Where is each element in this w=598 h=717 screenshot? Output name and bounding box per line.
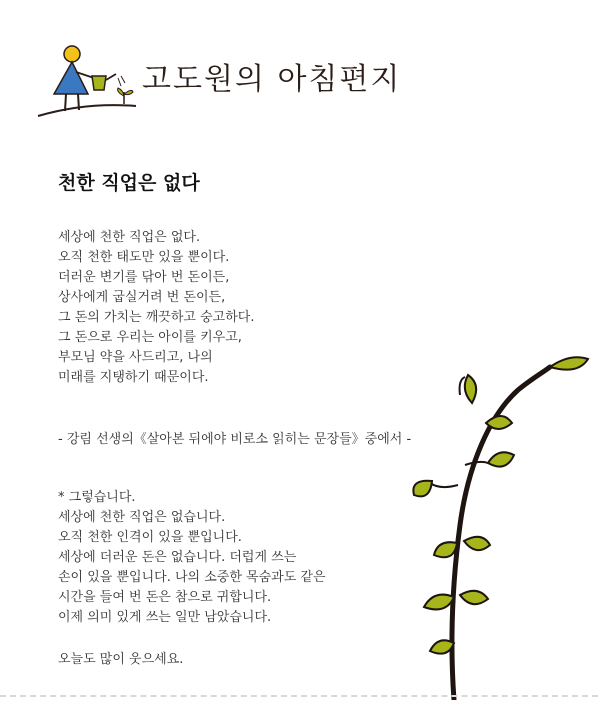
- post-title: 천한 직업은 없다: [58, 172, 200, 194]
- quote-line: 그 돈의 가치는 깨끗하고 숭고하다.: [58, 310, 255, 325]
- quote-block: [58, 228, 254, 388]
- quote-line: 세상에 천한 직업은 없다.: [58, 230, 201, 245]
- commentary-line: 세상에 더러운 돈은 없습니다. 더럽게 쓰는: [58, 550, 297, 565]
- quote-line: 미래를 지탱하기 때문이다.: [58, 370, 209, 385]
- commentary-line: 손이 있을 뿐입니다. 나의 소중한 목숨과도 같은: [58, 570, 326, 585]
- header: [36, 36, 456, 126]
- commentary-line: 오직 천한 인격이 있을 뿐입니다.: [58, 530, 242, 545]
- closing-line: 오늘도 많이 웃으세요.: [58, 652, 184, 667]
- quote-line: 그 돈으로 우리는 아이를 키우고,: [58, 330, 242, 345]
- brand-title[interactable]: 고도원의 아침편지: [142, 62, 402, 97]
- vine-decoration-icon: [410, 345, 598, 700]
- commentary-line: * 그렇습니다.: [58, 490, 136, 505]
- gardener-logo-icon: [36, 36, 146, 124]
- quote-line: 오직 천한 태도만 있을 뿐이다.: [58, 250, 230, 265]
- commentary-line: 이제 의미 있게 쓰는 일만 남았습니다.: [58, 610, 272, 625]
- quote-line: 부모님 약을 사드리고, 나의: [58, 350, 213, 365]
- commentary-line: 시간을 들여 번 돈은 참으로 귀합니다.: [58, 590, 272, 605]
- dashed-divider: [0, 695, 598, 697]
- quote-line: 상사에게 굽실거려 번 돈이든,: [58, 290, 226, 305]
- commentary-line: 세상에 천한 직업은 없습니다.: [58, 510, 226, 525]
- quote-source: - 강림 선생의《살아본 뒤에야 비로소 읽히는 문장들》중에서 -: [58, 432, 412, 447]
- quote-line: 더러운 변기를 닦아 번 돈이든,: [58, 270, 230, 285]
- commentary-block: [58, 488, 326, 628]
